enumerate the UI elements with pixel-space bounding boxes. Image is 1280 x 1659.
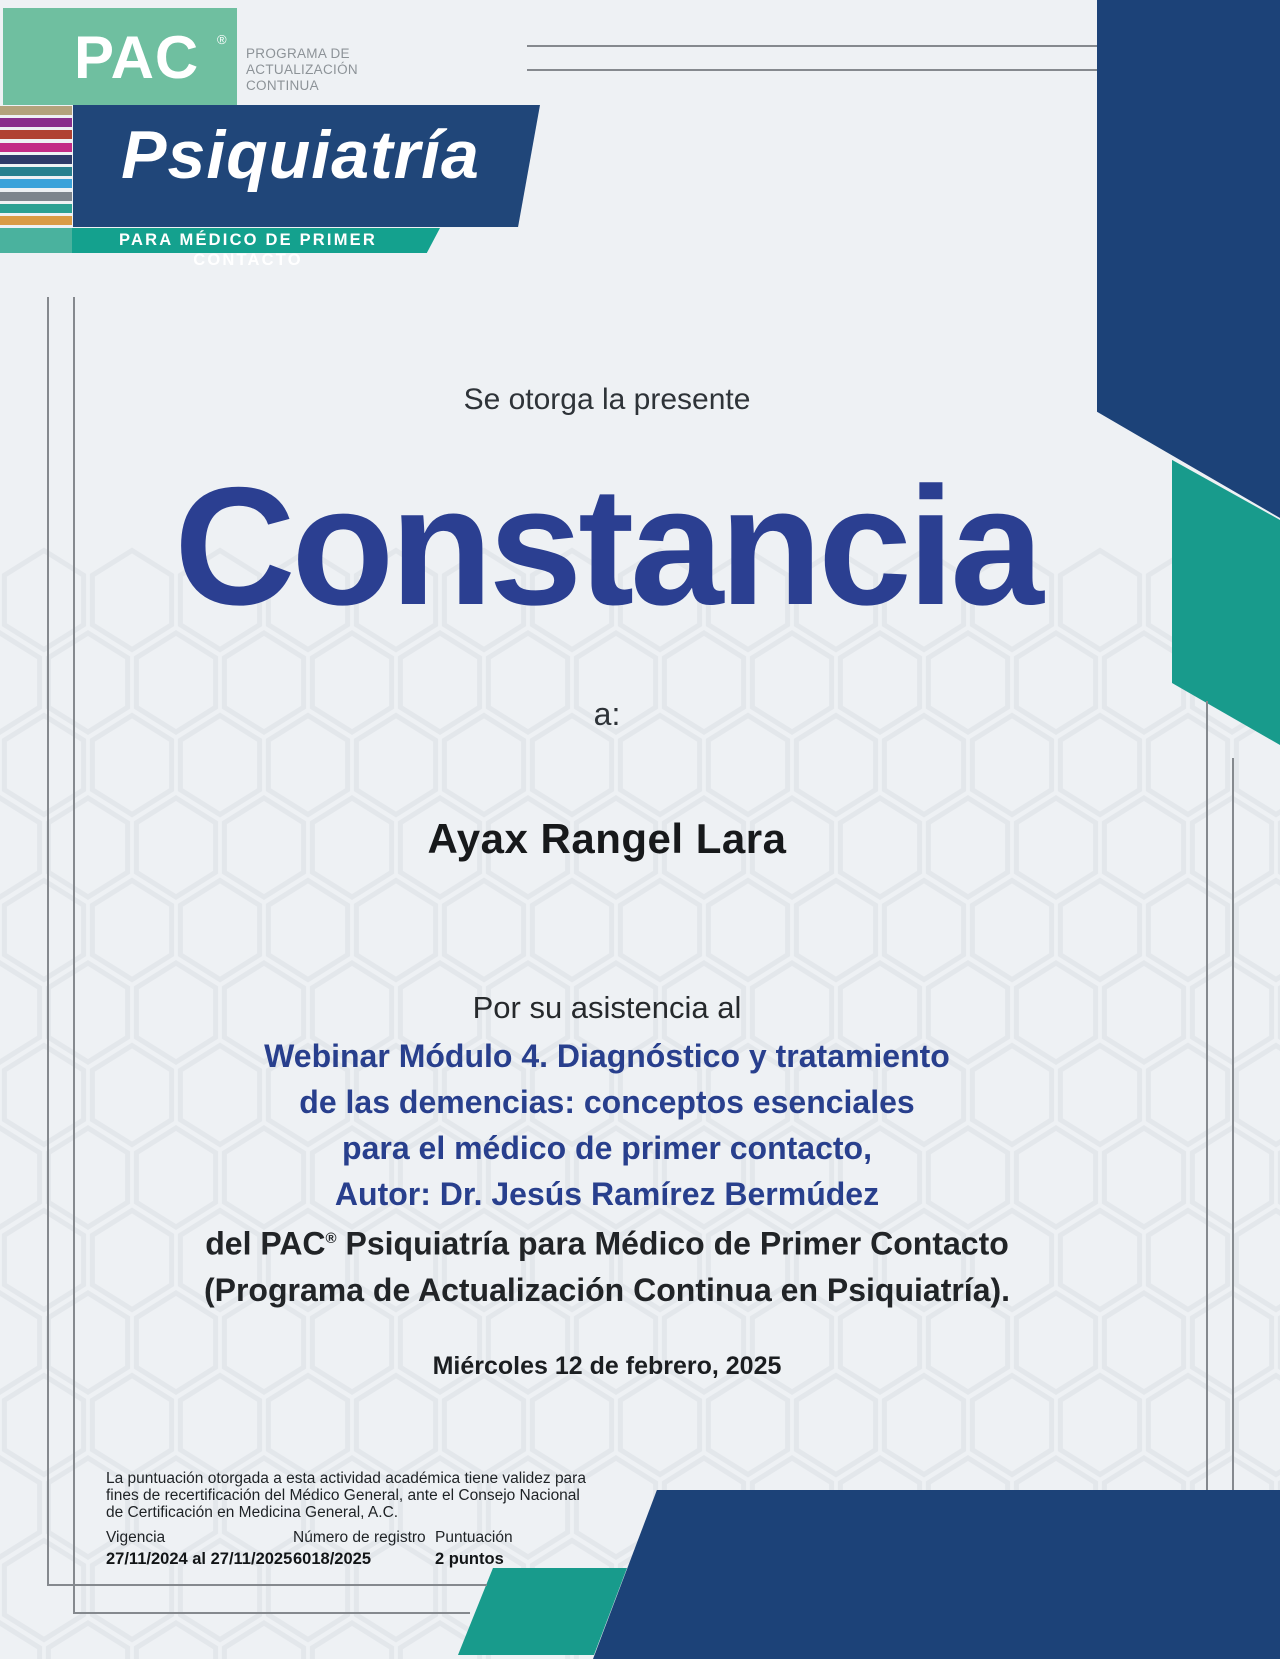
registro-value: 6018/2025: [293, 1550, 371, 1568]
logo-stripe-7: [0, 192, 72, 201]
logo-color-stripes: [0, 106, 72, 225]
vigencia-label: Vigencia: [106, 1529, 166, 1546]
vigencia-value: 27/11/2024 al 27/11/2025: [106, 1550, 293, 1568]
logo-stripe-6: [0, 179, 72, 188]
tagline-text: PARA MÉDICO DE PRIMER CONTACTO: [119, 231, 377, 269]
logo-stripe-8: [0, 204, 72, 213]
logo-stripe-1: [0, 118, 72, 127]
program-subtitle: [246, 46, 358, 94]
intro-text: Se otorga la presente: [463, 383, 751, 416]
program-subtitle-line1: PROGRAMA DE: [246, 46, 350, 61]
puntuacion-value: 2 puntos: [435, 1550, 504, 1568]
event-date: Miércoles 12 de febrero, 2025: [432, 1352, 782, 1380]
frame-top-inner-line: [527, 69, 1097, 71]
psiquiatria-wordmark: Psiquiatría: [121, 117, 480, 193]
frame-bottom-inner-line: [73, 1612, 470, 1614]
disclaimer-line3: de Certificación en Medicina General, A.C.: [106, 1504, 399, 1521]
logo-stripe-0: [0, 106, 72, 115]
program-subtitle-line3: CONTINUA: [246, 78, 319, 93]
certificate-title: Constancia: [174, 452, 1040, 640]
course-title-line2: de las demencias: conceptos esenciales: [299, 1084, 915, 1120]
logo-stripe-9: [0, 216, 72, 225]
disclaimer-line1: La puntuación otorgada a esta actividad académica tiene validez para: [106, 1470, 586, 1487]
puntuacion-label: Puntuación: [435, 1529, 513, 1546]
program-subtitle-line2: ACTUALIZACIÓN: [246, 62, 358, 77]
program-post: Psiquiatría para Médico de Primer Contacto: [336, 1225, 1009, 1262]
frame-bottom-outer-line: [47, 1584, 487, 1586]
validity-disclaimer: [106, 1470, 586, 1521]
tagline-band-light-segment: [0, 228, 72, 253]
program-attribution-line1: [0, 1216, 1214, 1267]
registered-icon: ®: [325, 1230, 337, 1247]
disclaimer-line2: fines de recertificación del Médico General, ante el Consejo Nacional: [106, 1487, 580, 1504]
frame-right-outer-line: [1232, 758, 1234, 1490]
program-attribution-line2: (Programa de Actualización Continua en Psiquiatría).: [203, 1271, 1011, 1308]
pac-logo-text: [74, 24, 200, 91]
program-pre: del PAC: [205, 1225, 326, 1262]
logo-stripe-4: [0, 155, 72, 164]
registro-label: Número de registro: [293, 1529, 426, 1546]
pac-registered-icon: ®: [217, 32, 227, 47]
program-attribution: [0, 1216, 1214, 1313]
frame-top-outer-line: [527, 45, 1097, 47]
course-author-line: Autor: Dr. Jesús Ramírez Bermúdez: [334, 1176, 880, 1212]
logo-stripe-5: [0, 167, 72, 176]
logo-stripe-3: [0, 143, 72, 152]
bottom-navy-band: [593, 1490, 1280, 1659]
to-label: a:: [593, 696, 621, 732]
course-title: [0, 1033, 1214, 1217]
attendance-text: Por su asistencia al: [472, 990, 742, 1025]
course-title-line3: para el médico de primer contacto,: [342, 1130, 872, 1166]
recipient-name: Ayax Rangel Lara: [427, 815, 787, 862]
pac-wordmark: PAC: [74, 24, 200, 91]
course-title-line1: Webinar Módulo 4. Diagnóstico y tratamiento: [264, 1038, 950, 1074]
logo-stripe-2: [0, 130, 72, 139]
